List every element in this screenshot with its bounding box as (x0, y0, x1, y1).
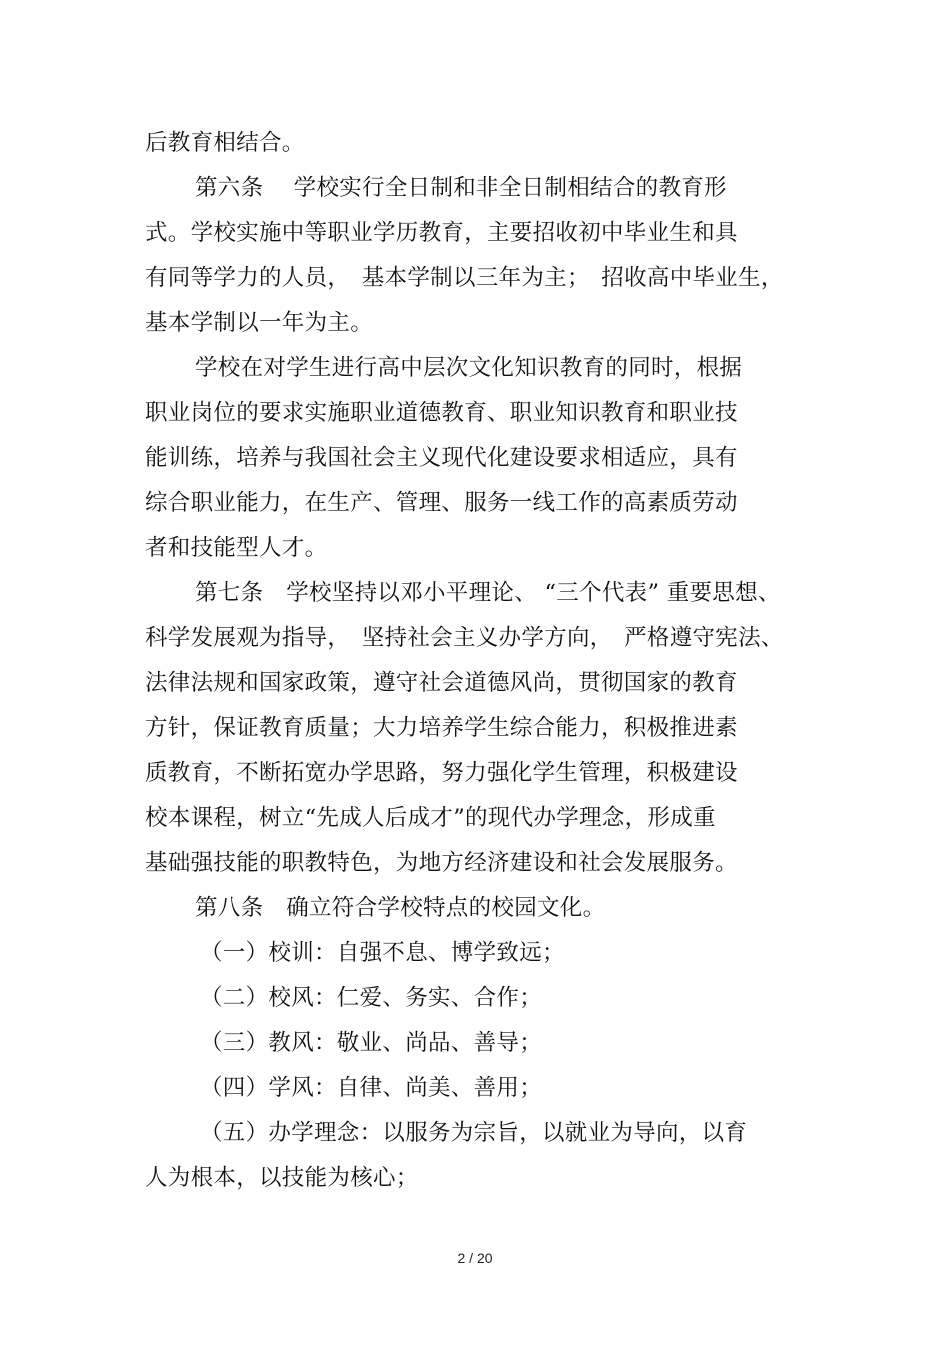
list-item-teaching-style: （三）教风：敬业、尚品、善导； (200, 1030, 543, 1056)
text-line: 科学发展观为指导， 坚持社会主义办学方向， 严格遵守宪法、 (145, 625, 784, 651)
text-line: 方针，保证教育质量；大力培养学生综合能力，积极推进素 (145, 715, 738, 741)
text-line: 校本课程，树立“先成人后成才”的现代办学理念，形成重 (145, 805, 716, 831)
text-line: 者和技能型人才。 (145, 535, 328, 561)
text-line: 式。学校实施中等职业学历教育，主要招收初中毕业生和具 (145, 220, 738, 246)
paragraph-start-line: 学校在对学生进行高中层次文化知识教育的同时，根据 (195, 355, 743, 381)
article-6-heading-line: 第六条 学校实行全日制和非全日制相结合的教育形 (195, 175, 727, 201)
text-line: 有同等学力的人员， 基本学制以三年为主； 招收高中毕业生， (145, 265, 784, 291)
text-line: 综合职业能力，在生产、管理、服务一线工作的高素质劳动 (145, 490, 738, 516)
article-7-heading-line: 第七条 学校坚持以邓小平理论、 “三个代表” 重要思想、 (195, 580, 781, 606)
list-item-study-style: （四）学风：自律、尚美、善用； (200, 1075, 543, 1101)
list-item-motto: （一）校训：自强不息、博学致远； (200, 940, 565, 966)
list-item-school-spirit: （二）校风：仁爱、务实、合作； (200, 985, 543, 1011)
text-line: 职业岗位的要求实施职业道德教育、职业知识教育和职业技 (145, 400, 738, 426)
text-line: 后教育相结合。 (145, 130, 305, 156)
page-number: 2 / 20 (457, 1250, 493, 1266)
text-line: 基本学制以一年为主。 (145, 310, 374, 336)
list-item-philosophy: （五）办学理念：以服务为宗旨，以就业为导向，以育 (200, 1120, 748, 1146)
text-line: 法律法规和国家政策，遵守社会道德风尚，贯彻国家的教育 (145, 670, 738, 696)
text-line: 人为根本，以技能为核心； (145, 1165, 419, 1191)
text-line: 质教育，不断拓宽办学思路，努力强化学生管理，积极建设 (145, 760, 738, 786)
text-line: 能训练，培养与我国社会主义现代化建设要求相适应，具有 (145, 445, 738, 471)
article-8-heading-line: 第八条 确立符合学校特点的校园文化。 (195, 895, 606, 921)
text-line: 基础强技能的职教特色，为地方经济建设和社会发展服务。 (145, 850, 738, 876)
